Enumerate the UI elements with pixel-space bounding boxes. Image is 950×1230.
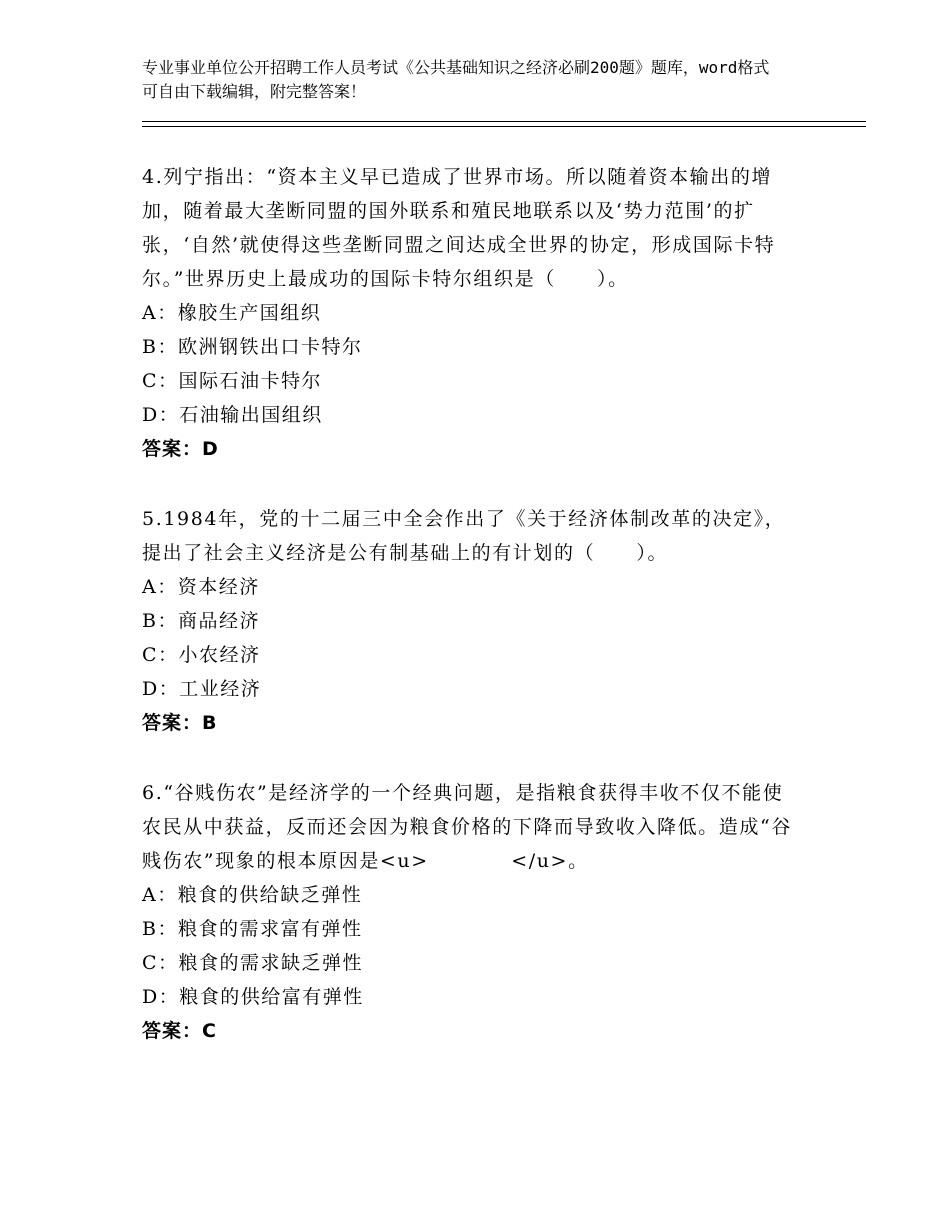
option-d: D：工业经济 [142,678,262,700]
answer-label: 答案：C [142,1020,217,1042]
answer-label: 答案：B [142,712,218,734]
option-d: D：石油输出国组织 [142,404,323,426]
option-b: B：粮食的需求富有弹性 [142,918,363,940]
option-a: A：橡胶生产国组织 [142,302,322,324]
option-a: A：资本经济 [142,576,260,598]
question-6 [142,776,802,1048]
option-d: D：粮食的供给富有弹性 [142,986,364,1008]
question-4 [142,160,802,466]
header-title: 专业事业单位公开招聘工作人员考试《公共基础知识之经济必刷200题》题库，word格式可自由下载编辑，附完整答案！ [142,58,770,101]
option-b: B：商品经济 [142,610,260,632]
answer-label: 答案：D [142,438,219,460]
option-a: A：粮食的供给缺乏弹性 [142,884,363,906]
header-divider [142,121,866,127]
question-stem: 5.1984年，党的十二届三中全会作出了《关于经济体制改革的决定》，提出了社会主义经济是公有制基础上的有计划的（ ）。 [142,508,786,564]
question-5 [142,502,802,740]
option-b: B：欧洲钢铁出口卡特尔 [142,336,363,358]
option-c: C：小农经济 [142,644,261,666]
question-stem: 6.“谷贱伤农”是经济学的一个经典问题，是指粮食获得丰收不仅不能使农民从中获益，反而还会因为粮食价格的下降而导致收入降低。造成“谷贱伤农”现象的根本原因是<u> </u>。 [142,782,792,872]
question-list [142,160,802,1048]
document-header [142,56,782,104]
question-stem: 4.列宁指出：“资本主义早已造成了世界市场。所以随着资本输出的增加，随着最大垄断同盟的国外联系和殖民地联系以及‘势力范围’的扩张，‘自然’就使得这些垄断同盟之间达成全世界的协定，形成国际卡特尔。”世界历史上最成功的国际卡特尔组织是（ ）。 [142,166,776,290]
option-c: C：国际石油卡特尔 [142,370,323,392]
option-c: C：粮食的需求缺乏弹性 [142,952,364,974]
